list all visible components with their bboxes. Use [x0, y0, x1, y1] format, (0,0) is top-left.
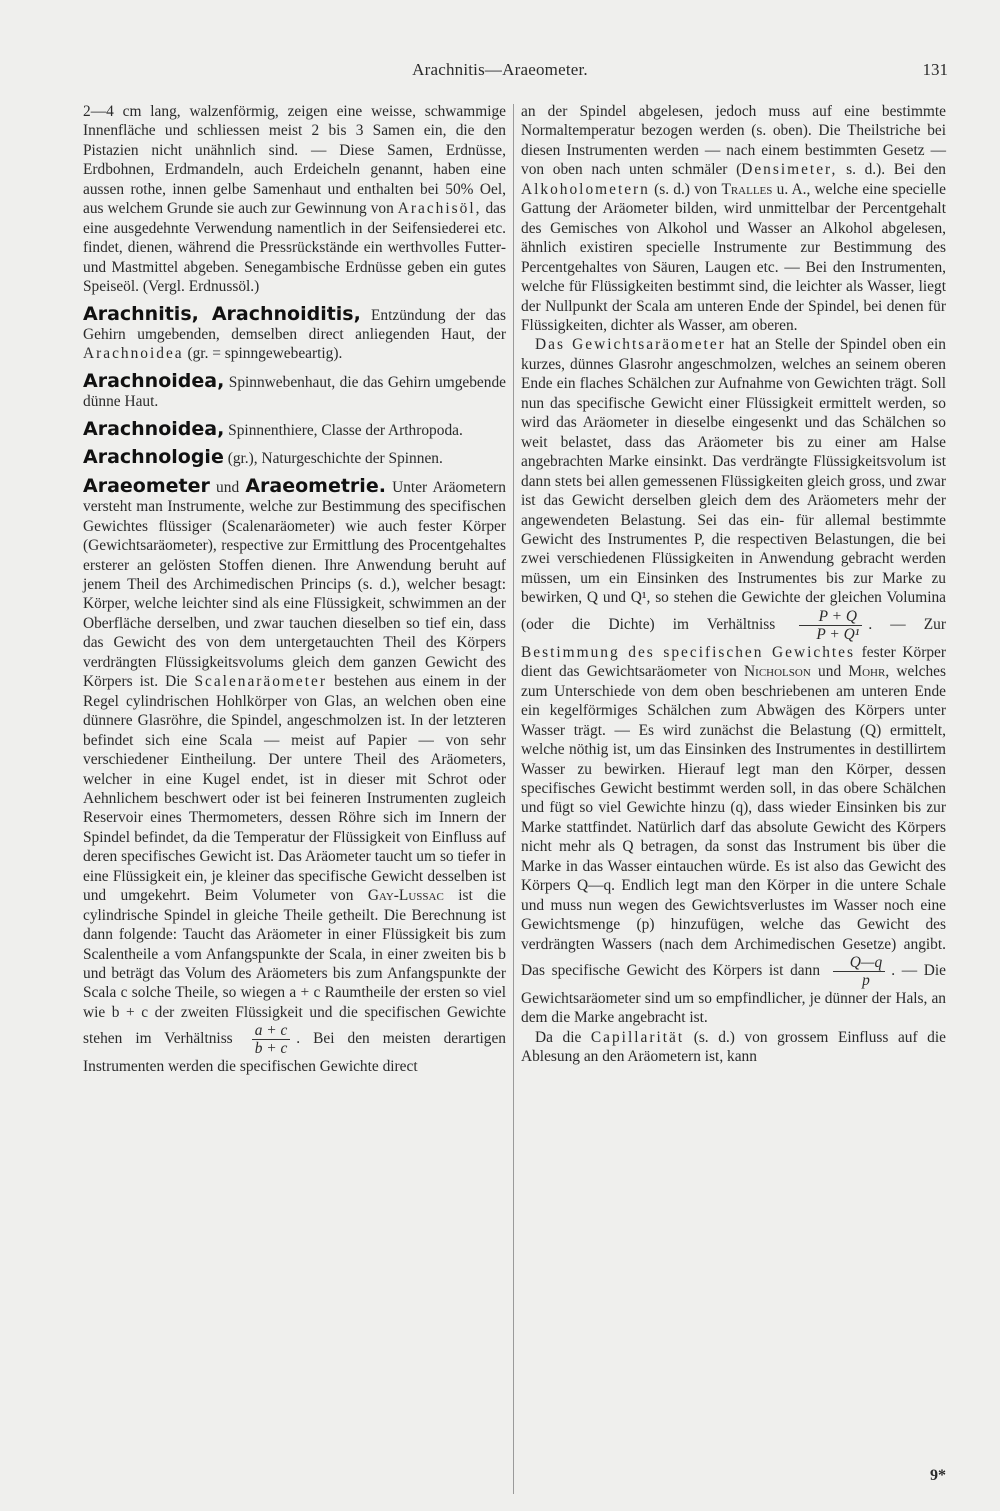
text-run: s. d.). Bei den [846, 161, 946, 179]
spaced-term: Alkoholometern [521, 180, 650, 198]
entry-arachnologie [83, 448, 506, 468]
right-column [521, 102, 946, 1067]
text-run: und [216, 478, 240, 496]
text-run: ist die cylindrische Spindel in gleiche Theile getheilt. Die Berechnung ist dann folgende: Taucht das Aräometer in einer Flüssigkeit bis zum Scalentheile a vom Anfangspunkte der Scala, in einer zweiten bis b und beträgt das Volum des Aräometers bis zum Anfangspunkte der Scala c solche Theile, so wiegen a + c Raumtheile der ersten so viel wie b + c der zweiten Flüssigkeit und die specifischen Gewichte stehen im Verhältniss [83, 887, 506, 1048]
author-name: Gay-Lussac [367, 887, 444, 905]
text-run: (gr. = spinngewebeartig). [187, 345, 343, 363]
formula-denominator: P + Q¹ [816, 625, 860, 643]
text-run: u. A., welche eine specielle Gattung der Aräometer bilden, wird unmittelbar der Percentgehalt des Gemisches von Alkohol und Wasser an Alkohol abgelesen, ähnlich existiren specielle Instrumente zur Bestimmung des Percentgehaltes von Säuren, Laugen etc. — Bei den Instrumenten, welche für Flüssigkeiten bestimmt sind, die leichter als Wasser, liegt der Nullpunkt der Scala am unteren Ende der Spindel, bei denen für Flüssigkeiten, dichter als Wasser, am oberen. [521, 180, 946, 334]
author-name: Mohr [848, 663, 886, 681]
continued-paragraph [83, 102, 506, 297]
spaced-term: Scalenaräometer [194, 673, 327, 691]
author-name: Tralles [721, 180, 773, 198]
paragraph-capillaritaet [521, 1028, 946, 1067]
entry-araeometer [83, 474, 507, 1077]
entry-arachnitis [83, 302, 506, 364]
headword: Arachnitis, Arachnoiditis, [83, 302, 361, 325]
text-run: (gr.), Naturgeschichte der Spinnen. [227, 450, 443, 468]
spaced-term: Capillarität [590, 1028, 685, 1046]
spaced-term: Das Gewichtsaräometer [535, 336, 726, 354]
entry-arachnoidea-1 [83, 369, 506, 412]
entry-arachnoidea-2 [83, 417, 506, 440]
text-run: . — Zur [868, 615, 946, 633]
headword: Arachnoidea, [83, 369, 225, 392]
formula-numerator: a + c [252, 1022, 291, 1040]
headword: Araeometrie. [245, 474, 386, 497]
headword: Arachnologie [83, 446, 224, 469]
paragraph-gewichtsaraeometer [521, 335, 946, 1028]
continued-paragraph [521, 102, 946, 335]
text-run: und [818, 663, 842, 681]
text-run: . Bei den meisten derartigen Instrumenten werden die specifischen Gewichte direct [83, 1030, 506, 1076]
formula-denominator: p [862, 972, 870, 990]
text-run: bestehen aus einem in der Regel cylindrischen Hohlkörper von Glas, an welchen oben eine dünnere Glasröhre, die Spindel, angeschmolzen ist. In der letzteren befindet sich eine Scala — meist auf Papier — von sehr verschiedener Eintheilung. Der untere Theil des Aräometers, welcher in eine Kugel endet, ist in dieser mit Schrot oder Aehnlichem beschwert oder ist bei feineren Instrumenten zugleich Reservoir eines Thermometers, dessen Röhre sich im Innern der Spindel befindet, da die Temperatur der Flüssigkeit von Einfluss auf deren specifisches Gewicht ist. Das Aräometer taucht um so tiefer in eine Flüssigkeit ein, je kleiner das specifische Gewicht desselben ist und umgekehrt. Beim Volumeter von [83, 673, 507, 905]
spaced-term: Bestimmung des specifischen Gewichtes [521, 643, 856, 661]
text-run: (s. d.) von [654, 180, 718, 198]
author-name: Nicholson [744, 663, 811, 681]
sheet-signature: 9* [930, 1467, 946, 1484]
left-column [83, 102, 506, 1077]
text-run: Spinnwebenhaut, die das Gehirn umgebende dünne Haut. [83, 373, 506, 411]
text-run: , welches zum Unterschiede von dem oben beschriebenen am unteren Ende ein kegelförmiges Schälchen zum Abwägen des Körpers unter Wasser trägt. — Es wird zunächst die Belastung (Q) ermittelt, welche nöthig ist, um das Einsinken des Instrumentes in destillirtem Wasser zu bewirken. Hierauf legt man den Körper, dessen specifisches Gewicht bestimmt werden soll, in das obere Schälchen und fügt so viel Gewichte hinzu (q), dass wieder Einsinken bis zur Marke stattfindet. Natürlich darf das absolute Gewicht des Körpers nicht mehr als Q betragen, da sonst das Instrument bis über die Marke in das Wasser eintauchen würde. Es ist also das Gewicht des Körpers Q—q. Endlich legt man den Körper in die untere Schale und muss nun wegen des Gewichtsverlustes im Wasser noch eine Gewichtsmenge (p) hinzufügen, welche das Gewicht des verdrängten Wassers (nach dem Archimedischen Gesetze) angibt. Das specifische Gewicht des Körpers ist dann [521, 663, 946, 980]
spaced-term: Densimeter, [741, 161, 838, 179]
spaced-term: Arachisöl, [397, 200, 482, 218]
spaced-term: Arachnoidea [83, 345, 184, 363]
text-run: das eine ausgedehnte Verwendung namentlich in der Seifensiederei etc. findet, dienen, während die Pressrückstände ein werthvolles Futter- und Mastmittel abgeben. Senegambische Erdnüsse geben ein gutes Speiseöl. (Vergl. Erdnussöl.) [83, 200, 506, 296]
text-run: (s. d.) von grossem Einfluss auf die Ablesung an den Aräometern ist, kann [521, 1028, 946, 1066]
text-run: Spinnenthiere, Classe der Arthropoda. [228, 421, 463, 439]
text-run: Da die [535, 1028, 582, 1046]
formula-numerator: P + Q [799, 608, 862, 626]
text-run: Unter Aräometern versteht man Instrumente, welche zur Bestimmung des specifischen Gewichtes flüssiger (Scalenaräometer) wie auch fester Körper (Gewichtsaräometer), respective zur Ermittlung des Procentgehaltes ersterer an gelösten Stoffen dienen. Ihre Anwendung beruht auf jenem Theil des Archimedischen Princips (s. d.), welcher besagt: Körper, welche leichter sind als eine Flüssigkeit, schwimmen an der Oberfläche derselben, und zwar tauchen dieselben so tief ein, dass das Gewicht des von dem untergetauchten Theil des Körpers verdrängten Flüssigkeitsvolums gleich dem ganzen Gewicht des Körpers ist. Die [83, 478, 506, 691]
formula-fraction [252, 1022, 291, 1057]
text-run: an der Spindel abgelesen, jedoch muss auf eine bestimmte Normaltemperatur bezogen werden (s. oben). Die Theilstriche bei diesen Instrumenten werden — nach einem bestimmten Gesetz — von oben nach unten schmäler ( [521, 103, 946, 179]
formula-denominator: b + c [254, 1040, 288, 1058]
formula-fraction [799, 608, 862, 643]
text-run: fester Körper dient das Gewichtsaräometer von [521, 643, 946, 681]
text-run: hat an Stelle der Spindel oben ein kurzes, dünnes Glasrohr angeschmolzen, welches an seinem oberen Ende ein flaches Schälchen zur Aufnahme von Gewichten trägt. Soll nun das specifische Gewicht einer Flüssigkeit ermittelt werden, so wird das Aräometer in dieselbe eingesenkt und das Schälchen so weit belastet, dass das Aräometer bis zu einer am Halse angebrachten Marke einsinkt. Das verdrängte Flüssigkeitsvolum ist dann stets bei allen gemessenen Flüssigkeiten gleich gross, und zwar ist das Gewicht derselben gleich dem des Aräometers mehr der angewendeten Belastung. Sei das ein- für allemal bestimmte Gewicht des Instrumentes P, die respectiven Belastungen, die bei zwei verschiedenen Flüssigkeiten in Anwendung gebracht werden müssen, um ein Einsinken des Instrumentes bis zur Marke zu bewirken, Q und Q¹, so stehen die Gewichte der gleichen Volumina (oder die Dichte) im Verhältniss [521, 336, 946, 633]
page-number: 131 [922, 60, 948, 79]
text-run: . — Die Gewichtsaräometer sind um so empfindlicher, je dünner der Hals, an dem die Marke angebracht ist. [521, 962, 946, 1027]
text-run: 2—4 cm lang, walzenförmig, zeigen eine weisse, schwammige Innenfläche und schliessen meist 2 bis 3 Samen ein, die den Pistazien nicht unähnlich sind. — Diese Samen, Erdnüsse, Erdbohnen, Erdmandeln, auch Erdeicheln genannt, haben eine aussen rothe, innen gelbe Samenhaut und enthalten bei 50% Oel, aus welchem Grunde sie auch zur Gewinnung von [83, 103, 506, 218]
headword: Araeometer [83, 474, 210, 497]
headword: Arachnoidea, [83, 417, 225, 440]
formula-fraction [833, 954, 886, 989]
running-title: Arachnitis—Araeometer. [412, 60, 588, 79]
column-divider [513, 104, 514, 1494]
formula-numerator: Q—q [833, 954, 886, 972]
text-run: Entzündung der das Gehirn umgebenden, demselben direct anliegenden Haut, der [83, 306, 506, 343]
